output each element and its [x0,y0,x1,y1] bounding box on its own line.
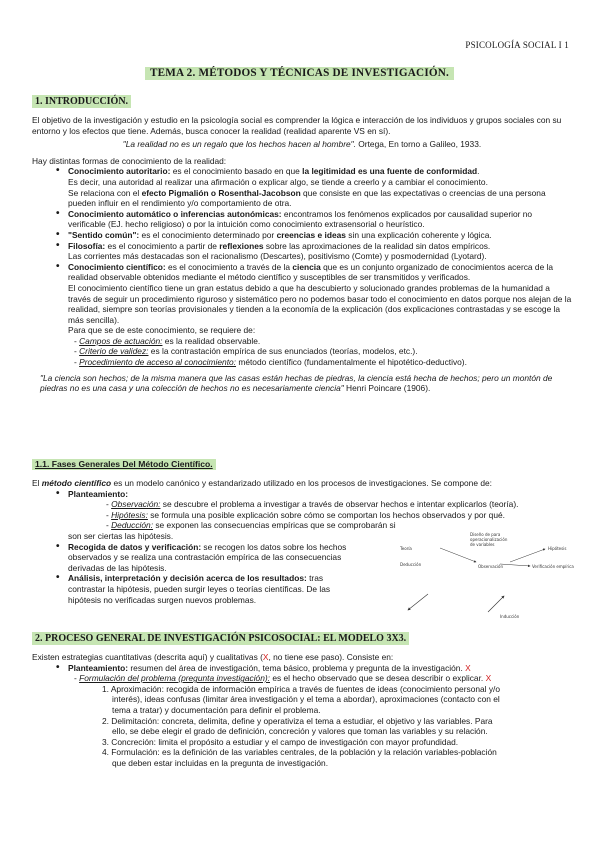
diagram-arrow [440,548,476,562]
quote-poincare: "La ciencia son hechos; de la misma manera que las casas están hechas de piedras, la ciencia está hecha de hechos; pero un montón de piedras no es una casa y una colección de hechos no es necesariamente ciencia" Henri Poincare (1906). [40,372,553,394]
model-intro: Existen estrategias cuantitativas (descrita aquí) y cualitativas (X, no tiene ese paso). Consiste en: [32,652,394,662]
phase-subitem: - Hipótesis: se formula una posible explicación sobre cómo se comportan los hechos observados y por qué. [106,509,505,520]
diagram-label-induction: Inducción [500,614,520,619]
step-item: 2. Delimitación: concreta, delimita, define y operativiza el tema a estudiar, el objetivo y las variables. Para [102,715,493,726]
model-list [32,663,572,769]
diagram-label-design3: de variables [470,542,495,547]
list-item-cont: Es decir, una autoridad al realizar una afirmación o explicar algo, se tiende a creerlo y a cambiar el conocimiento. [68,176,488,187]
list-item: • Planteamiento: [32,489,572,500]
list-item-cont: Las corrientes más destacadas son el racionalismo (Descartes), positivismo (Comte) y posmodernidad (Lyotard). [68,251,487,262]
diagram-label-deduction: Deducción [400,562,422,567]
phase-subitem: - Deducción: se exponen las consecuencias empíricas que se comprobarán si [106,520,396,531]
quote-ortega: "La realidad no es un regalo que los hechos hacen al hombre". Ortega, En torno a Galileo, 1933. [122,139,482,150]
list-item: • Conocimiento autoritario: es el conocimiento basado en que la legitimidad es una fuente de conformidad. [32,166,572,177]
section-heading-model: 2. PROCESO GENERAL DE INVESTIGACIÓN PSICOSOCIAL: EL MODELO 3X3. [32,632,409,645]
forms-intro: Hay distintas formas de conocimiento de la realidad: [32,155,227,166]
scientific-method-diagram [400,532,590,622]
section-heading-intro: 1. INTRODUCCIÓN. [32,95,131,108]
diagram-arrow [510,549,545,562]
list-item-cont: El conocimiento científico tiene un gran estatus debido a que ha descubierto y solucionado grandes problemas de la humanidad a través de seguir un procedimiento riguroso y sistemático pero no podemos basar todo el conocimiento en datos porque nos alejan de la realidad, siempre son teorías provisionales y tienden a la economía de la explicación (dos explicaciones contrastadas y se escoge la más sencilla). [68,282,572,325]
diagram-label-theory: Teoría [400,546,412,551]
requirement-item: - Campos de actuación: es la realidad observable. [74,335,261,346]
list-item: • Recogida de datos y verificación: se recogen los datos sobre los hechos [32,542,572,553]
diagram-arrow [488,596,504,612]
requirement-item: - Criterio de validez: es la contrastación empírica de sus enunciados (teorías, modelos, etc.). [74,346,418,357]
document-title: TEMA 2. MÉTODOS Y TÉCNICAS DE INVESTIGACIÓN. [145,67,454,80]
section-intro-body [32,115,572,394]
intro-paragraph: El objetivo de la investigación y estudio en la psicología social es comprender la lógica e interacción de los individuos y grupos sociales con su entorno y los efectos que tiene. Además, busca conocer la realidad (realidad aparente VS en sí). [32,115,562,136]
diagram-label-observation: Observación [478,564,503,569]
list-item-cont: observados y se realiza una contrastación empírica de las consecuencias [68,552,342,563]
step-item: 1. Aproximación: recogida de información empírica a través de fuentes de ideas (conocimiento personal y/o [102,683,501,694]
list-item: • Análisis, interpretación y decisión acerca de los resultados: tras [32,573,572,584]
step-item-cont: que deben estar incluidas en la pregunta de investigación. [112,757,329,768]
model-subitem: - Formulación del problema (pregunta investigación): es el hecho observado que se desea describir o explicar. X [74,673,492,684]
list-item-cont: Se relaciona con el efecto Pigmalión o Rosenthal-Jacobson que consiste en que las expectativas o creencias de una persona pueden influir en el rendimiento y/o comportamiento de otra. [68,187,546,209]
knowledge-forms-list [32,166,572,367]
step-item-cont: interés), ideas confusas (limitar área investigación y el tema a abordar), aproximaciones (contacto con el [112,694,500,705]
diagram-label-verification: Verificación empírica [532,564,574,569]
step-item: 3. Concreción: limita el propósito a estudiar y el campo de investigación con mayor profundidad. [102,736,459,747]
list-item: • Conocimiento automático o inferencias autonómicas: encontramos los fenómenos explicados por causalidad superior no verificable (EJ. hecho religioso) o por la intuición como conocimiento extrasensorial o heurístico. [32,209,572,230]
list-item-cont: derivadas de las hipótesis. [68,562,167,573]
title-wrap [0,67,599,80]
model-body [32,652,572,769]
diagram-label-design2: operacionalización [470,537,508,542]
phase-subitem-cont: son ser ciertas las hipótesis. [68,530,174,541]
list-item-cont: contrastar la hipótesis, pueden surgir leyes o teorías científicas. De las [68,583,331,594]
requirement-item: - Procedimiento de acceso al conocimiento: método científico (fundamentalmente el hipotético-deductivo). [74,357,467,368]
diagram-label-design: Diseño de para [470,532,501,537]
step-item-cont: ello, se debe elegir el grado de definición, concreción y valores que toman las variables y su relación. [112,726,488,737]
list-item-cont: hipótesis no verificadas surgen nuevos problemas. [68,594,257,605]
list-item: • Filosofía: es el conocimiento a partir de reflexiones sobre las aproximaciones de la realidad sin datos empíricos. [32,241,572,252]
list-item: • Planteamiento: resumen del área de investigación, tema básico, problema y pregunta de la investigación. X [32,663,572,674]
step-item: 4. Formulación: es la definición de las variables centrales, de la población y la relación variables-población [102,747,497,758]
diagram-label-hypothesis: Hipótesis [548,546,567,551]
running-header: PSICOLOGÍA SOCIAL I 1 [465,40,569,50]
method-intro: El método científico es un modelo canónico y estandarizado utilizado en los procesos de investigaciones. Se compone de: [32,478,492,488]
phase-subitem: - Observación: se descubre el problema a investigar a través de observar hechos e intentar explicarlos (teoría). [106,499,519,510]
diagram-arrow [500,564,530,566]
subsection-heading-phases: 1.1. Fases Generales Del Método Científico. [32,459,216,470]
diagram-arrow [408,594,428,610]
list-item: • "Sentido común": es el conocimiento determinado por creencias e ideas sin una explicación coherente y lógica. [32,230,572,241]
list-item-cont: Para que se de este conocimiento, se requiere de: [68,325,256,336]
list-item: • Conocimiento científico: es el conocimiento a través de la ciencia que es un conjunto organizado de conocimientos acerca de la realidad observable obtenidos mediante el método científico y susceptibles de ser transmitidos y verificados. [32,262,572,283]
step-item-cont: tema a tratar) y documentación para definir el problema. [112,704,321,715]
